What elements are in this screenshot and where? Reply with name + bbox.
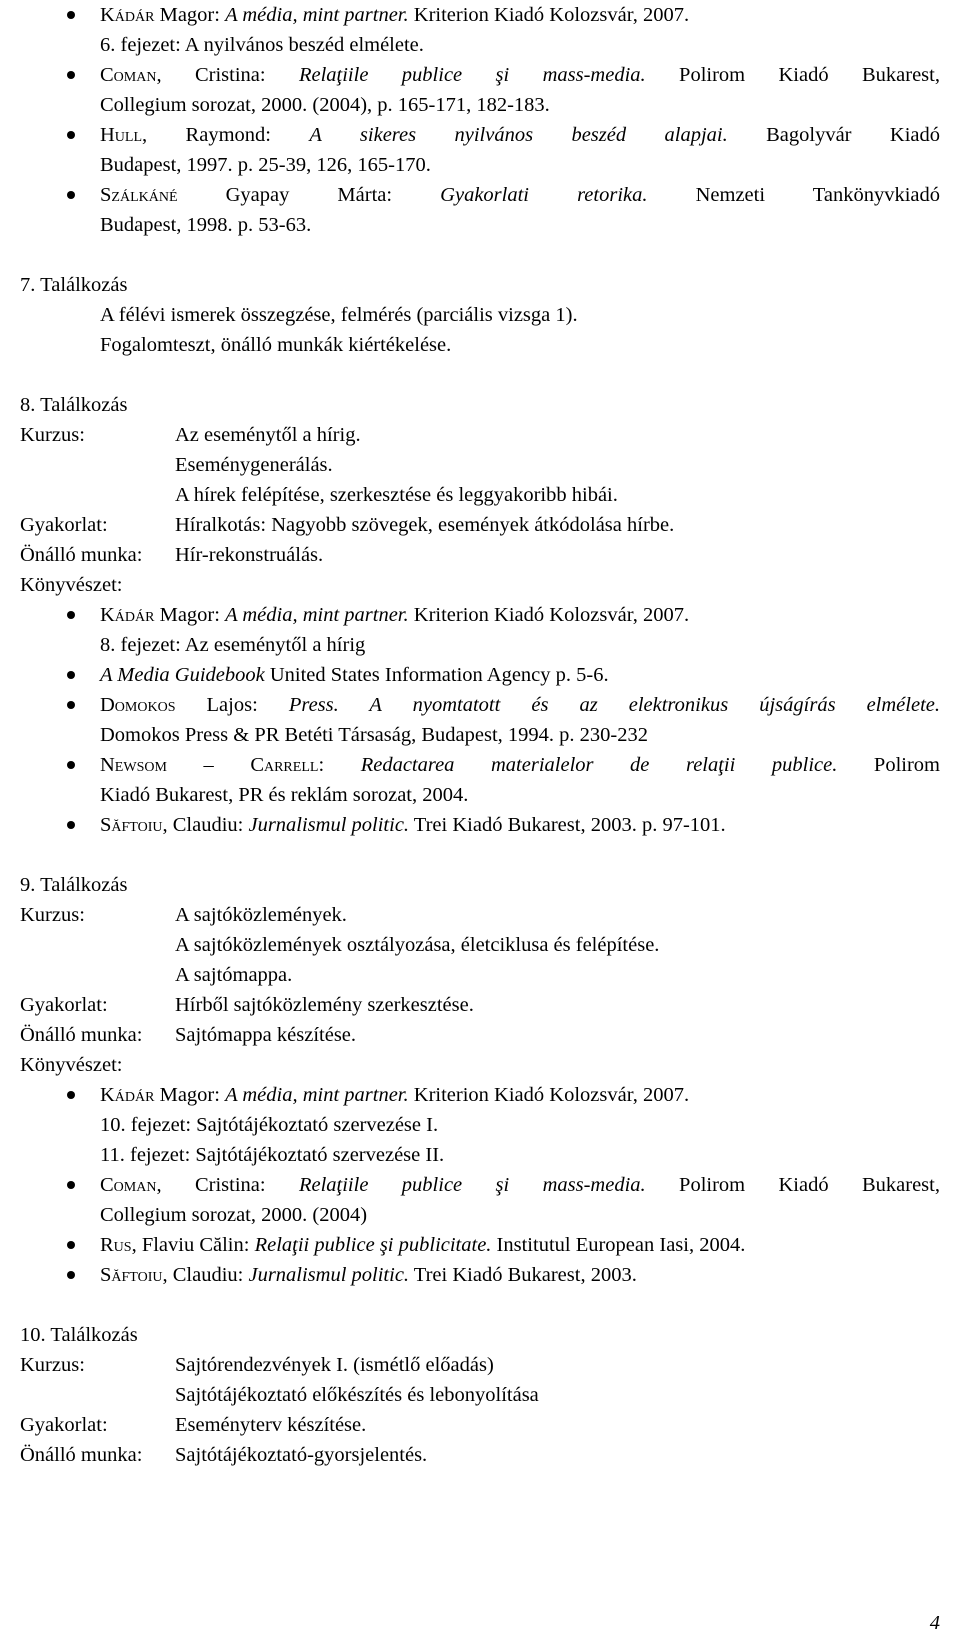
book-title: A sikeres nyilvános beszéd alapjai. xyxy=(309,124,728,146)
publisher: Nemzeti Tankönyvkiadó xyxy=(647,184,940,206)
kurzus-item: Eseménygenerálás. xyxy=(175,454,333,476)
author-name-2: Carrell xyxy=(250,754,319,776)
konyveszet-label: Könyvészet: xyxy=(20,574,123,596)
book-title: Gyakorlati retorika. xyxy=(440,184,648,206)
publisher: Bagolyvár Kiadó xyxy=(727,124,940,146)
reference-line xyxy=(100,60,940,90)
reference-continuation: 11. fejezet: Sajtótájékoztató szervezése II. xyxy=(100,1144,445,1166)
author-rest: , Claudiu: xyxy=(162,1264,249,1286)
kurzus-item: A sajtómappa. xyxy=(175,964,293,986)
gyakorlat-text: Eseményterv készítése. xyxy=(175,1414,367,1436)
section-text: Fogalomteszt, önálló munkák kiértékelése. xyxy=(100,334,452,356)
publisher: Polirom Kiadó Bukarest, xyxy=(645,1174,940,1196)
author-name: Newsom xyxy=(100,754,167,776)
publisher: Polirom Kiadó Bukarest, xyxy=(645,64,940,86)
section-heading: 10. Találkozás xyxy=(20,1324,138,1346)
publisher: United States Information Agency p. 5-6. xyxy=(264,664,609,686)
reference-line xyxy=(100,690,940,720)
book-title: A média, mint partner. xyxy=(225,4,409,26)
author-name: Hull xyxy=(100,124,143,146)
bullet xyxy=(67,1181,75,1189)
author-rest-2: : xyxy=(318,754,361,776)
publisher: Kriterion Kiadó Kolozsvár, 2007. xyxy=(408,1084,690,1106)
gyakorlat-label: Gyakorlat: xyxy=(20,1414,108,1436)
author-name: Rus xyxy=(100,1234,132,1256)
gyakorlat-text: Hírből sajtóközlemény szerkesztése. xyxy=(175,994,474,1016)
reference-continuation: 8. fejezet: Az eseménytől a hírig xyxy=(100,634,366,656)
reference-line xyxy=(100,810,726,840)
bullet xyxy=(67,1271,75,1279)
kurzus-label: Kurzus: xyxy=(20,1354,85,1376)
section-heading: 8. Találkozás xyxy=(20,394,128,416)
onallo-label: Önálló munka: xyxy=(20,1444,143,1466)
reference-continuation: Budapest, 1998. p. 53-63. xyxy=(100,214,312,236)
book-title: Jurnalismul politic. xyxy=(248,814,410,836)
section-heading: 7. Találkozás xyxy=(20,274,128,296)
section-text: A félévi ismerek összegzése, felmérés (parciális vizsga 1). xyxy=(100,304,578,326)
kurzus-label: Kurzus: xyxy=(20,904,85,926)
bullet xyxy=(67,71,75,79)
author-name: Săftoiu xyxy=(100,1264,163,1286)
author-rest: Lajos: xyxy=(175,694,289,716)
bullet xyxy=(67,1241,75,1249)
book-title: Relaţii publice şi publicitate. xyxy=(254,1234,492,1256)
author-rest: Magor: xyxy=(154,4,226,26)
kurzus-item: A sajtóközlemények. xyxy=(175,904,347,926)
book-title: Jurnalismul politic. xyxy=(248,1264,410,1286)
section-heading: 9. Találkozás xyxy=(20,874,128,896)
onallo-text: Sajtótájékoztató-gyorsjelentés. xyxy=(175,1444,428,1466)
author-name: Szálkáné xyxy=(100,184,178,206)
reference-line xyxy=(100,120,940,150)
reference-line xyxy=(100,1080,689,1110)
author-name: Săftoiu xyxy=(100,814,163,836)
author-rest: , Raymond: xyxy=(142,124,310,146)
author-name: Coman xyxy=(100,64,157,86)
bullet xyxy=(67,191,75,199)
kurzus-item: A sajtóközlemények osztályozása, életciklusa és felépítése. xyxy=(175,934,660,956)
onallo-text: Sajtómappa készítése. xyxy=(175,1024,357,1046)
book-title: A média, mint partner. xyxy=(225,604,409,626)
reference-line xyxy=(100,1170,940,1200)
kurzus-item: Sajtórendezvények I. (ismétlő előadás) xyxy=(175,1354,494,1376)
author-name: Kádár xyxy=(100,604,155,626)
kurzus-item: Sajtótájékoztató előkészítés és lebonyolítása xyxy=(175,1384,539,1406)
book-title: A média, mint partner. xyxy=(225,1084,409,1106)
reference-line xyxy=(100,600,689,630)
author-rest: Magor: xyxy=(154,1084,226,1106)
author-rest: , Cristina: xyxy=(156,1174,299,1196)
author-rest: , Cristina: xyxy=(156,64,299,86)
author-rest: , Flaviu Călin: xyxy=(131,1234,255,1256)
publisher: Trei Kiadó Bukarest, 2003. p. 97-101. xyxy=(409,814,726,836)
bullet xyxy=(67,821,75,829)
bullet xyxy=(67,611,75,619)
author-rest: – xyxy=(166,754,251,776)
book-title: Redactarea materialelor de relaţii publice. xyxy=(360,754,838,776)
kurzus-label: Kurzus: xyxy=(20,424,85,446)
reference-line xyxy=(100,1230,745,1260)
reference-line xyxy=(100,660,609,690)
reference-line xyxy=(100,750,940,780)
reference-continuation: Domokos Press & PR Betéti Társaság, Budapest, 1994. p. 230-232 xyxy=(100,724,648,746)
publisher: Institutul European Iasi, 2004. xyxy=(491,1234,746,1256)
author-rest: , Claudiu: xyxy=(162,814,249,836)
reference-line xyxy=(100,180,940,210)
author-name: Coman xyxy=(100,1174,157,1196)
reference-continuation: Collegium sorozat, 2000. (2004), p. 165-171, 182-183. xyxy=(100,94,550,116)
reference-continuation: Kiadó Bukarest, PR és reklám sorozat, 2004. xyxy=(100,784,469,806)
bullet xyxy=(67,761,75,769)
publisher: Kriterion Kiadó Kolozsvár, 2007. xyxy=(408,604,690,626)
gyakorlat-label: Gyakorlat: xyxy=(20,994,108,1016)
gyakorlat-label: Gyakorlat: xyxy=(20,514,108,536)
publisher: Polirom xyxy=(837,754,940,776)
bullet xyxy=(67,11,75,19)
gyakorlat-text: Híralkotás: Nagyobb szövegek, események átkódolása hírbe. xyxy=(175,514,675,536)
publisher: Trei Kiadó Bukarest, 2003. xyxy=(409,1264,637,1286)
reference-line xyxy=(100,0,689,30)
publisher: Kriterion Kiadó Kolozsvár, 2007. xyxy=(408,4,690,26)
bullet xyxy=(67,671,75,679)
book-title: A Media Guidebook xyxy=(100,664,265,686)
author-rest: Gyapay Márta: xyxy=(177,184,441,206)
kurzus-item: A hírek felépítése, szerkesztése és leggyakoribb hibái. xyxy=(175,484,618,506)
book-title: Relaţiile publice şi mass-media. xyxy=(298,64,646,86)
bullet xyxy=(67,1091,75,1099)
book-title: Relaţiile publice şi mass-media. xyxy=(298,1174,646,1196)
author-rest: Magor: xyxy=(154,604,226,626)
reference-continuation: 10. fejezet: Sajtótájékoztató szervezése I. xyxy=(100,1114,439,1136)
bullet xyxy=(67,131,75,139)
reference-continuation: Budapest, 1997. p. 25-39, 126, 165-170. xyxy=(100,154,431,176)
author-name: Kádár xyxy=(100,4,155,26)
book-title: Press. A nyomtatott és az elektronikus újságírás elmélete. xyxy=(288,694,940,716)
onallo-label: Önálló munka: xyxy=(20,544,143,566)
author-name: Domokos xyxy=(100,694,176,716)
reference-continuation: Collegium sorozat, 2000. (2004) xyxy=(100,1204,368,1226)
author-name: Kádár xyxy=(100,1084,155,1106)
kurzus-item: Az eseménytől a hírig. xyxy=(175,424,361,446)
onallo-text: Hír-rekonstruálás. xyxy=(175,544,324,566)
onallo-label: Önálló munka: xyxy=(20,1024,143,1046)
reference-line xyxy=(100,1260,637,1290)
konyveszet-label: Könyvészet: xyxy=(20,1054,123,1076)
reference-continuation: 6. fejezet: A nyilvános beszéd elmélete. xyxy=(100,34,424,56)
page-number: 4 xyxy=(929,1612,940,1634)
bullet xyxy=(67,701,75,709)
